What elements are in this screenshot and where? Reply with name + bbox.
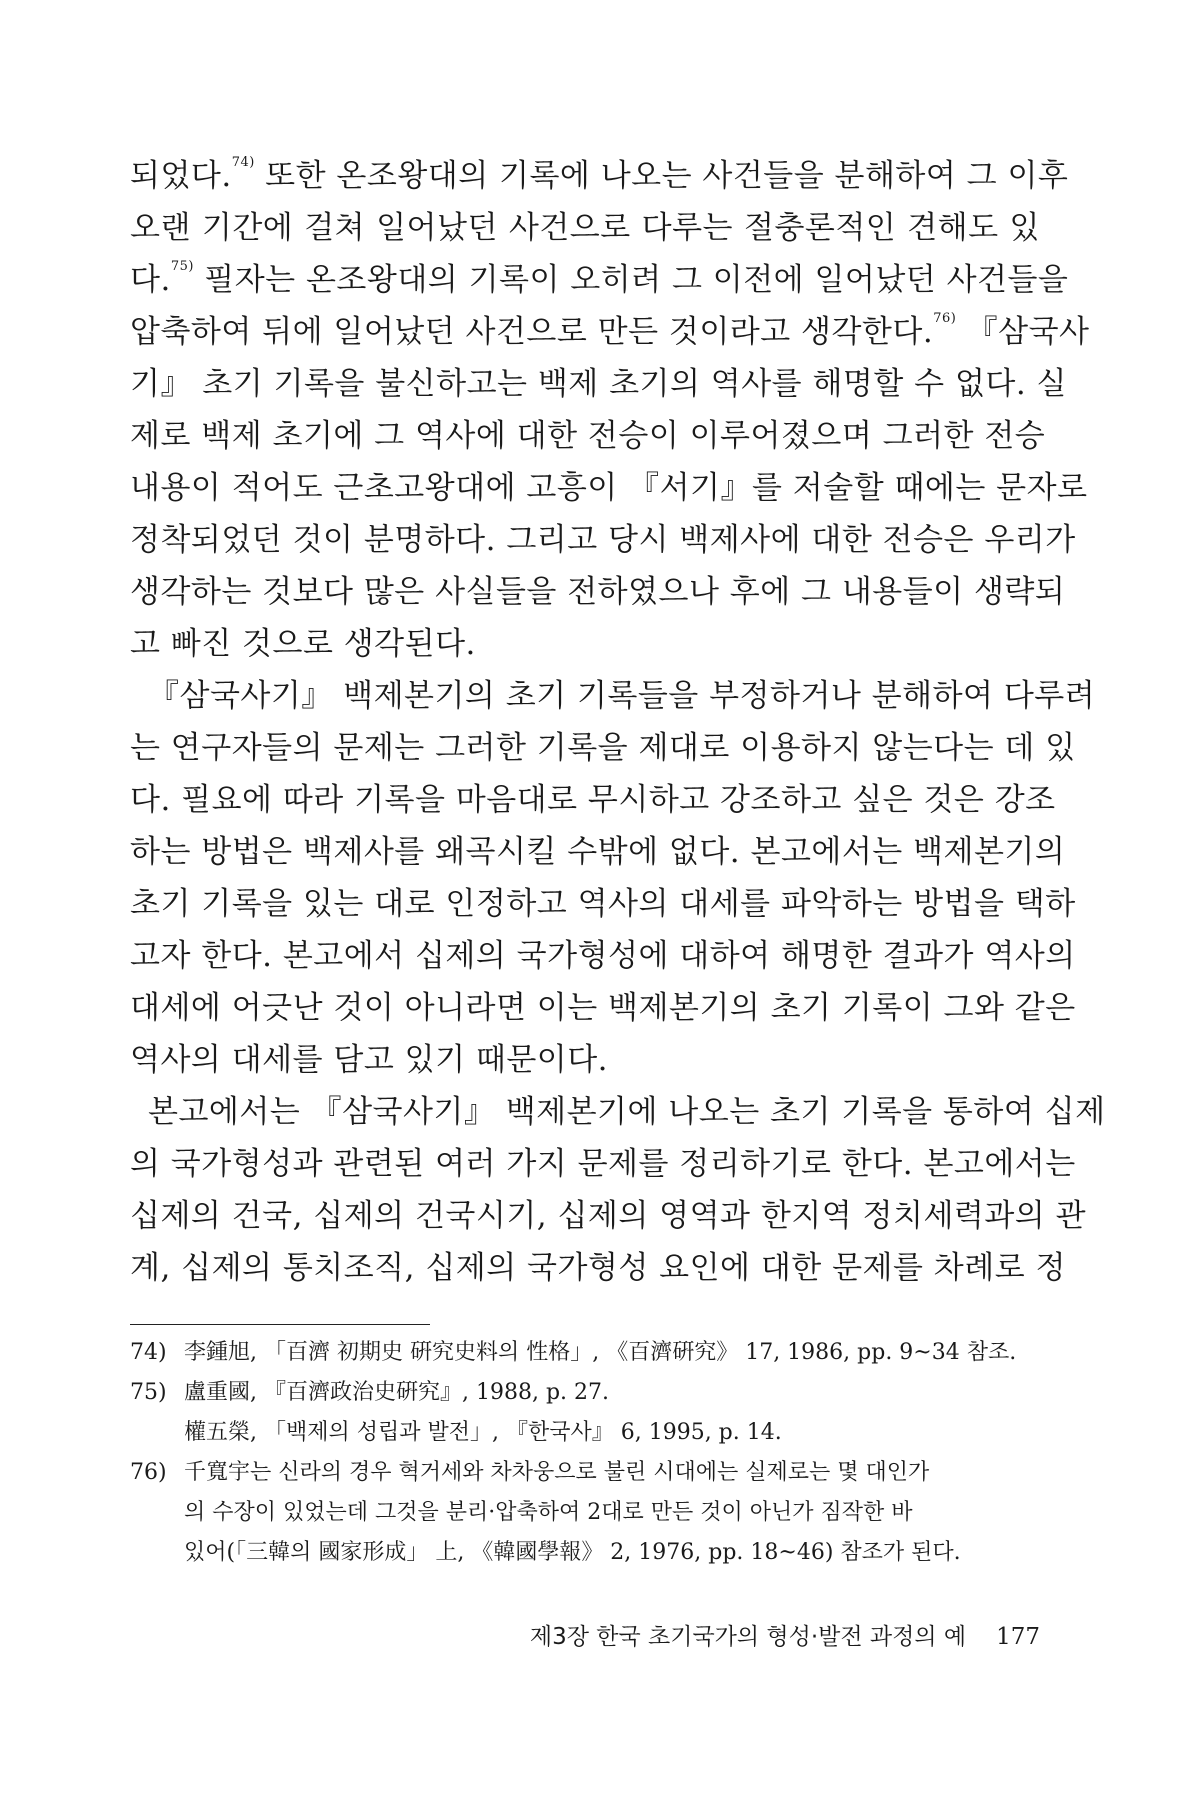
footnote-number: 76) — [130, 1460, 167, 1485]
body-line: 계, 십제의 통치조직, 십제의 국가형성 요인에 대한 문제를 차례로 정 — [130, 1250, 1066, 1286]
body-line: 되었다.$^{74)}$ 또한 온조왕대의 기록에 나오는 사건들을 분해하여 그 이후 — [130, 155, 1069, 194]
body-line: 대세에 어긋난 것이 아니라면 이는 백제본기의 초기 기록이 그와 같은 — [130, 990, 1076, 1026]
body-line: 생각하는 것보다 많은 사실들을 전하였으나 후에 그 내용들이 생략되 — [130, 574, 1066, 610]
body-line: 『삼국사기』 백제본기의 초기 기록들을 부정하거나 분해하여 다루려 — [148, 678, 1096, 714]
footnote-text: 李鍾旭, 「百濟 初期史 硏究史料의 性格」, 《百濟硏究》 17, 1986, pp. 9~34 참조. — [184, 1340, 1017, 1365]
body-line: 본고에서는 『삼국사기』 백제본기에 나오는 초기 기록을 통하여 십제 — [148, 1094, 1106, 1130]
footnote-76 — [130, 1453, 1040, 1493]
footnote-text: 權五榮, 「백제의 성립과 발전」, 『한국사』 6, 1995, p. 14. — [184, 1420, 782, 1445]
footnote-ref-76[interactable]: 76) — [933, 311, 957, 326]
body-line: 압축하여 뒤에 일어났던 사건으로 만든 것이라고 생각한다.$^{76)}$ 『삼국사 — [130, 311, 1090, 350]
footnote-75 — [130, 1373, 1040, 1413]
body-line: 오랜 기간에 걸쳐 일어났던 사건으로 다루는 절충론적인 견해도 있 — [130, 210, 1040, 246]
footnote-74 — [130, 1333, 1040, 1373]
footnote-text: 의 수장이 있었는데 그것을 분리·압축하여 2대로 만든 것이 아닌가 짐작한 바 — [184, 1500, 913, 1525]
footnote-ref-74[interactable]: 74) — [231, 155, 255, 170]
footnote-text: 千寬宇는 신라의 경우 혁거세와 차차웅으로 불린 시대에는 실제로는 몇 대인가 — [184, 1460, 930, 1485]
body-line: 고자 한다. 본고에서 십제의 국가형성에 대하여 해명한 결과가 역사의 — [130, 938, 1076, 974]
body-line: 십제의 건국, 십제의 건국시기, 십제의 영역과 한지역 정치세력과의 관 — [130, 1198, 1087, 1234]
page-number: 177 — [996, 1624, 1040, 1650]
body-line: 역사의 대세를 담고 있기 때문이다. — [130, 1042, 609, 1078]
footnote-text: 있어(「三韓의 國家形成」 上, 《韓國學報》 2, 1976, pp. 18~46) 참조가 된다. — [184, 1540, 961, 1565]
footnote-number: 74) — [130, 1340, 167, 1365]
body-line: 고 빠진 것으로 생각된다. — [130, 626, 476, 662]
page-footer — [130, 1618, 1040, 1651]
body-line: 다. 필요에 따라 기록을 마음대로 무시하고 강조하고 싶은 것은 강조 — [130, 782, 1056, 818]
body-line: 초기 기록을 있는 대로 인정하고 역사의 대세를 파악하는 방법을 택하 — [130, 886, 1076, 922]
body-line: 기』 초기 기록을 불신하고는 백제 초기의 역사를 해명할 수 없다. 실 — [130, 366, 1067, 402]
footnote-divider — [130, 1324, 430, 1325]
body-line: 하는 방법은 백제사를 왜곡시킬 수밖에 없다. 본고에서는 백제본기의 — [130, 834, 1066, 870]
body-line: 내용이 적어도 근초고왕대에 고흥이 『서기』를 저술할 때에는 문자로 — [130, 470, 1088, 506]
body-line: 는 연구자들의 문제는 그러한 기록을 제대로 이용하지 않는다는 데 있 — [130, 730, 1076, 766]
body-line: 의 국가형성과 관련된 여러 가지 문제를 정리하기로 한다. 본고에서는 — [130, 1146, 1076, 1182]
footnotes — [130, 1333, 1040, 1573]
footnote-ref-75[interactable]: 75) — [170, 259, 194, 274]
body-line: 제로 백제 초기에 그 역사에 대한 전승이 이루어졌으며 그러한 전승 — [130, 418, 1046, 454]
page-body — [130, 150, 1106, 1573]
footnote-text: 盧重國, 『百濟政治史硏究』, 1988, p. 27. — [184, 1380, 610, 1405]
chapter-title: 제3장 한국 초기국가의 형성·발전 과정의 예 — [529, 1624, 967, 1650]
body-line: 다.$^{75)}$ 필자는 온조왕대의 기록이 오히려 그 이전에 일어났던 사건들을 — [130, 259, 1069, 298]
body-line: 정착되었던 것이 분명하다. 그리고 당시 백제사에 대한 전승은 우리가 — [130, 522, 1076, 558]
footnote-number: 75) — [130, 1380, 167, 1405]
